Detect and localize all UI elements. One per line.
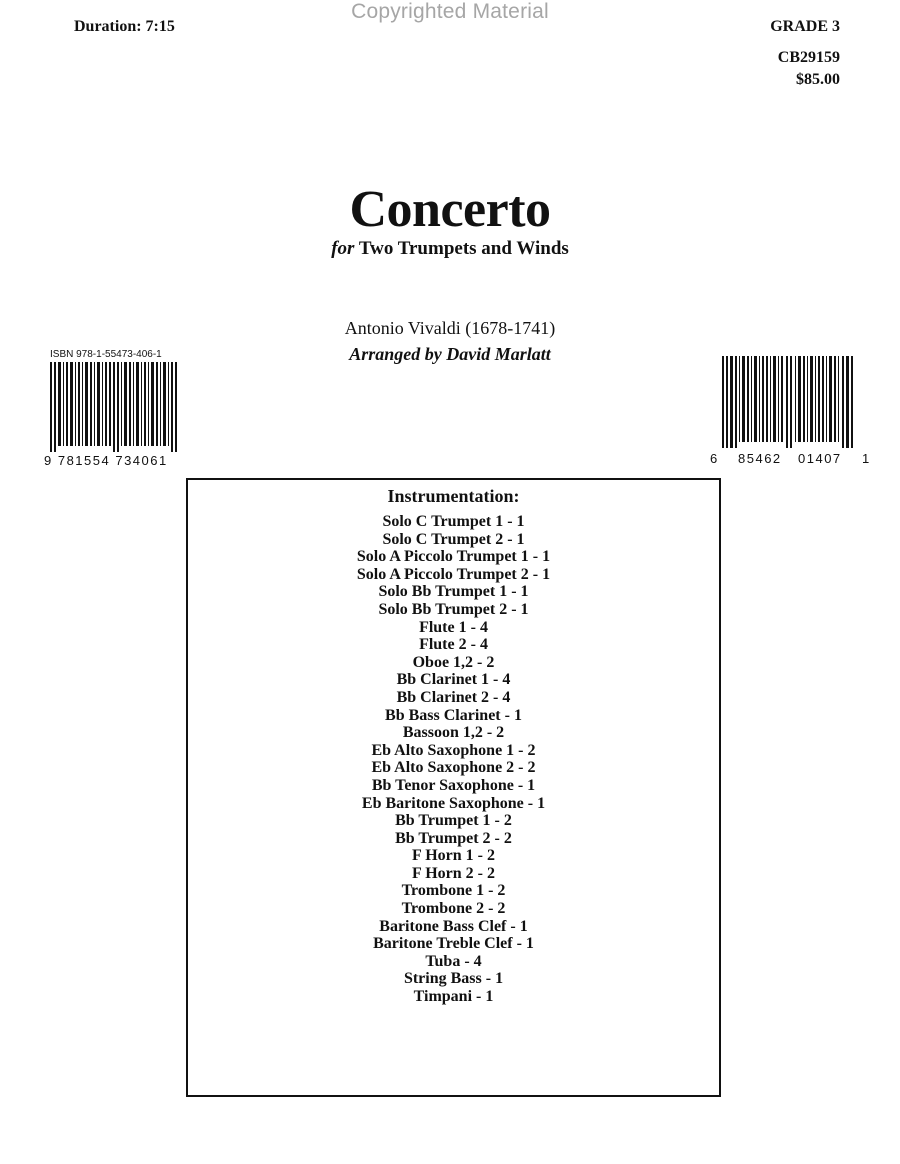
composer-credit: Antonio Vivaldi (1678-1741) — [344, 318, 556, 338]
copyright-watermark: Copyrighted Material — [351, 0, 549, 23]
subtitle-for: for — [331, 238, 355, 259]
instrument-item: Eb Alto Saxophone 1 - 2 — [371, 741, 536, 759]
upc-barcode-icon — [722, 356, 858, 448]
page-title: Concerto — [349, 181, 551, 238]
instrument-item: Bb Bass Clarinet - 1 — [385, 706, 522, 724]
price-label: $85.00 — [796, 71, 840, 88]
instrument-item: Bb Trumpet 2 - 2 — [395, 829, 512, 847]
instrument-item: Trombone 1 - 2 — [401, 882, 506, 900]
upc-trail-digit: 1 — [862, 451, 870, 466]
instrument-item: Solo C Trumpet 1 - 1 — [382, 513, 525, 530]
grade-label: GRADE 3 — [770, 18, 840, 35]
arranger-credit: Arranged by David Marlatt — [349, 344, 551, 364]
page-subtitle — [0, 238, 900, 260]
instrument-item: F Horn 2 - 2 — [412, 864, 495, 882]
isbn-barcode-digits: 9 781554 734061 — [44, 453, 168, 468]
isbn-label: ISBN 978-1-55473-406-1 — [50, 349, 162, 360]
instrument-item: Baritone Bass Clef - 1 — [379, 917, 528, 935]
duration-label: Duration: 7:15 — [74, 18, 175, 35]
instrument-item: Flute 1 - 4 — [419, 618, 488, 636]
instrument-item: Timpani - 1 — [413, 988, 494, 1006]
instrument-item: Bb Clarinet 1 - 4 — [396, 671, 511, 689]
instrument-item: Flute 2 - 4 — [419, 636, 488, 654]
subtitle-text: Two Trumpets and Winds — [358, 238, 569, 259]
instrument-item: Bassoon 1,2 - 2 — [402, 724, 505, 742]
instrument-item: Bb Trumpet 1 - 2 — [395, 812, 512, 830]
isbn-barcode-icon — [50, 362, 180, 452]
instrument-item: Trombone 2 - 2 — [401, 900, 506, 918]
instrumentation-heading: Instrumentation: — [387, 486, 520, 506]
instrumentation-list — [188, 513, 719, 1006]
instrument-item: Solo A Piccolo Trumpet 2 - 1 — [356, 565, 551, 583]
catalog-number: CB29159 — [777, 49, 840, 66]
upc-group-2: 01407 — [798, 451, 842, 466]
instrumentation-box — [186, 478, 721, 1097]
upc-lead-digit: 6 — [710, 451, 718, 466]
instrument-item: Bb Clarinet 2 - 4 — [396, 688, 511, 706]
instrument-item: Solo Bb Trumpet 2 - 1 — [378, 600, 529, 618]
instrument-item: Bb Tenor Saxophone - 1 — [371, 776, 536, 794]
instrument-item: Oboe 1,2 - 2 — [412, 653, 495, 671]
instrument-item: Eb Baritone Saxophone - 1 — [361, 794, 546, 812]
instrument-item: Solo Bb Trumpet 1 - 1 — [378, 583, 529, 601]
instrument-item: F Horn 1 - 2 — [412, 847, 495, 865]
upc-group-1: 85462 — [738, 451, 782, 466]
instrument-item: Solo A Piccolo Trumpet 1 - 1 — [356, 548, 551, 566]
instrument-item: Eb Alto Saxophone 2 - 2 — [371, 759, 536, 777]
instrument-item: Tuba - 4 — [425, 952, 482, 970]
instrument-item: Baritone Treble Clef - 1 — [373, 935, 534, 953]
instrument-item: Solo C Trumpet 2 - 1 — [382, 530, 525, 548]
instrument-item: String Bass - 1 — [403, 970, 504, 988]
